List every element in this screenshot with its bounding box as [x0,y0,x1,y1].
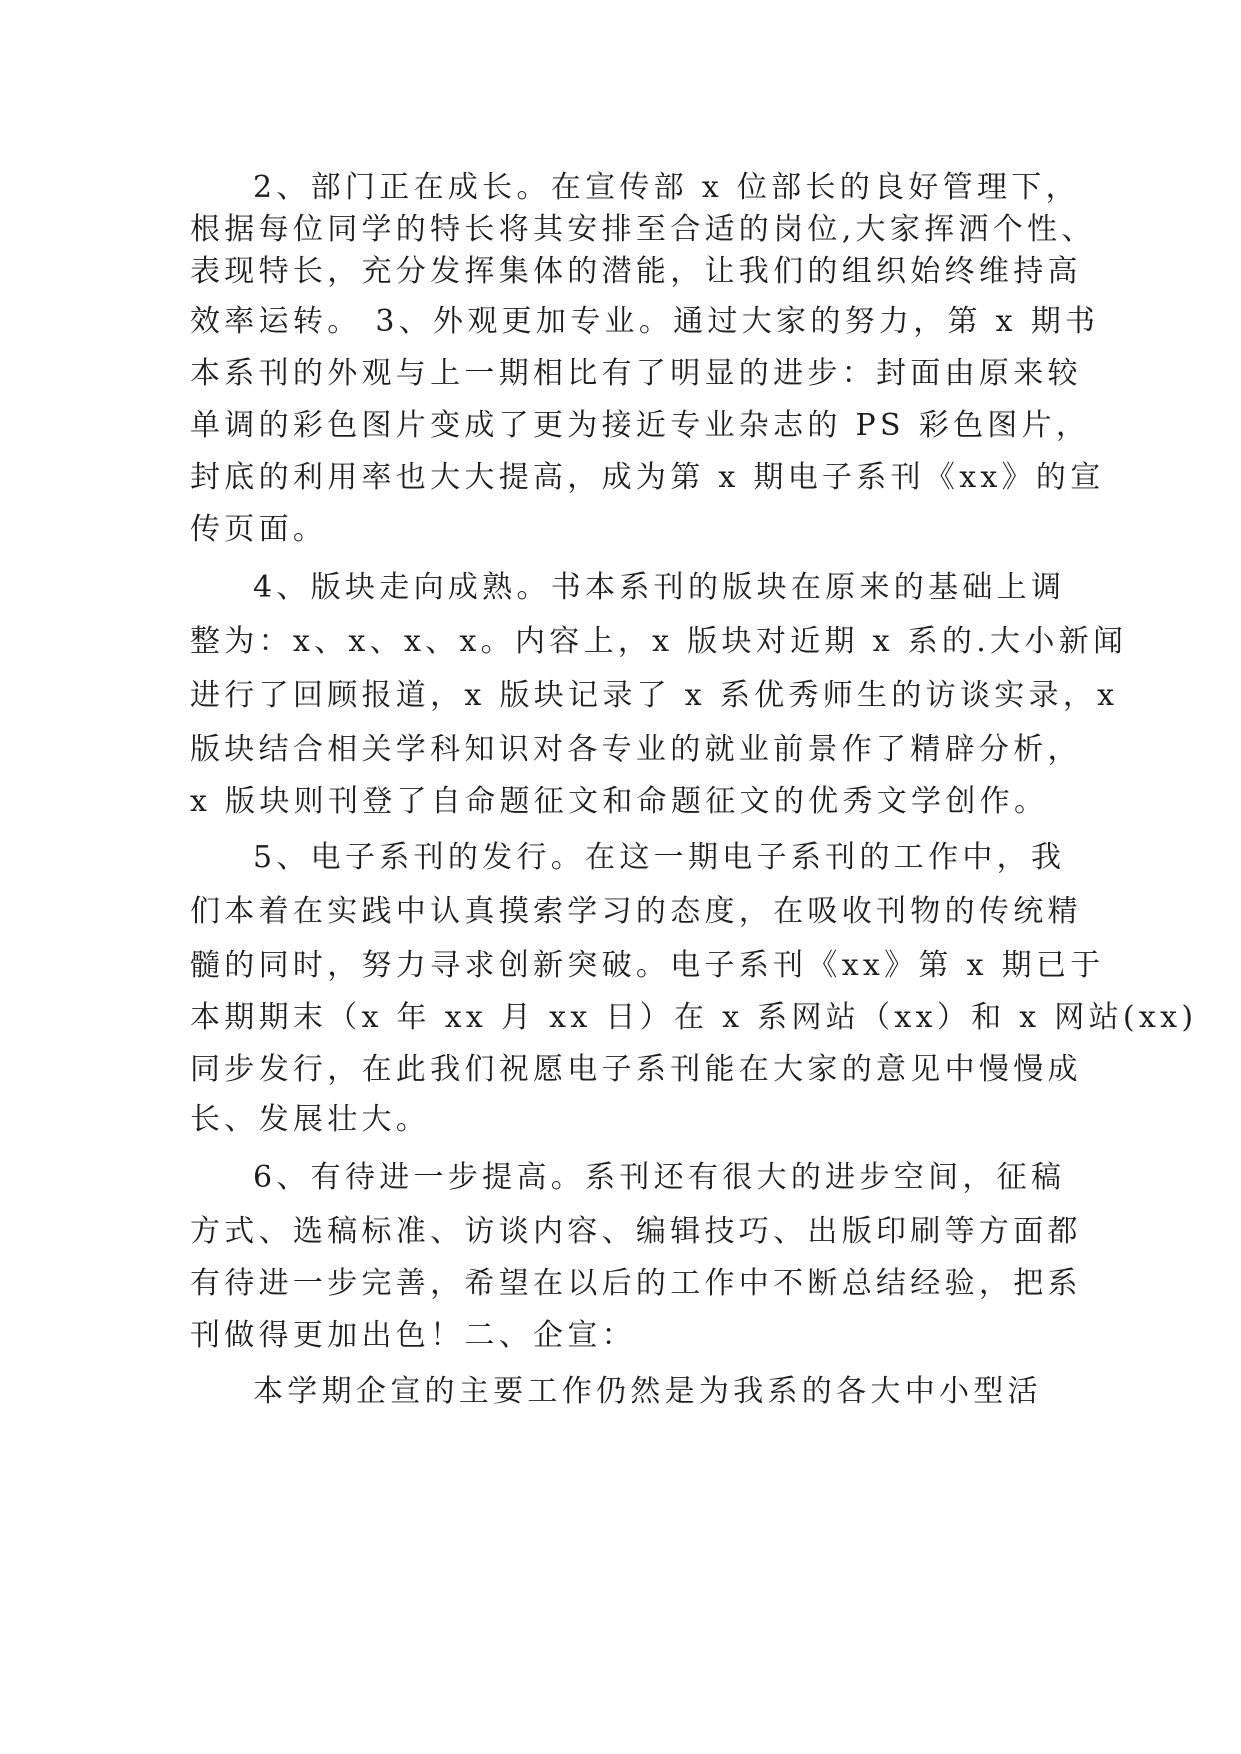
text-line: 本期期末（x 年 xx 月 xx 日）在 x 系网站（xx）和 x 网站(xx) [190,1000,1198,1035]
text-line: 整为：x、x、x、x。内容上，x 版块对近期 x 系的.大小新闻 [190,624,1128,659]
text-line: 效率运转。 3、外观更加专业。通过大家的努力，第 x 期书 [190,304,1100,339]
text-line: 本系刊的外观与上一期相比有了明显的进步：封面由原来较 [190,356,1082,391]
text-line: 方式、选稿标准、访谈内容、编辑技巧、出版印刷等方面都 [190,1214,1082,1249]
text-line: 本学期企宣的主要工作仍然是为我系的各大中小型活 [253,1374,1042,1409]
text-line: 长、发展壮大。 [190,1102,431,1137]
text-line: 有待进一步完善，希望在以后的工作中不断总结经验，把系 [190,1266,1082,1301]
text-line: 6、有待进一步提高。系刊还有很大的进步空间，征稿 [253,1160,1066,1195]
text-line: x 版块则刊登了自命题征文和命题征文的优秀文学创作。 [190,784,1049,819]
text-line: 封底的利用率也大大提高，成为第 x 期电子系刊《xx》的宣 [190,460,1105,495]
text-line: 单调的彩色图片变成了更为接近专业杂志的 PS 彩色图片， [190,408,1091,443]
text-line: 同步发行，在此我们祝愿电子系刊能在大家的意见中慢慢成 [190,1052,1082,1087]
text-line: 表现特长，充分发挥集体的潜能，让我们的组织始终维持高 [190,254,1082,289]
text-line: 根据每位同学的特长将其安排至合适的岗位,大家挥洒个性、 [190,212,1096,247]
text-line: 4、版块走向成熟。书本系刊的版块在原来的基础上调 [253,570,1066,605]
text-line: 2、部门正在成长。在宣传部 x 位部长的良好管理下， [253,170,1080,205]
text-line: 们本着在实践中认真摸索学习的态度，在吸收刊物的传统精 [190,894,1082,929]
text-line: 髓的同时，努力寻求创新突破。电子系刊《xx》第 x 期已于 [190,948,1105,983]
text-line: 刊做得更加出色！二、企宣： [190,1318,636,1353]
text-line: 进行了回顾报道，x 版块记录了 x 系优秀师生的访谈实录，x [190,678,1119,713]
text-line: 5、电子系刊的发行。在这一期电子系刊的工作中，我 [253,840,1066,875]
text-line: 版块结合相关学科知识对各专业的就业前景作了精辟分析， [190,732,1082,767]
text-line: 传页面。 [190,512,328,547]
